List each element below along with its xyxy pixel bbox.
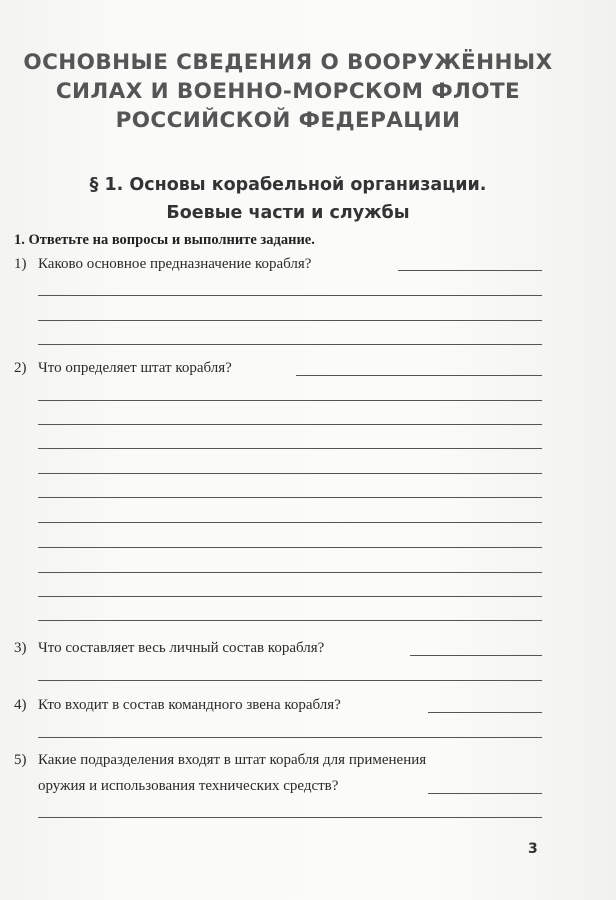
answer-line[interactable]: [38, 344, 542, 345]
question-number: 5): [14, 752, 27, 768]
answer-line[interactable]: [38, 596, 542, 597]
answer-line[interactable]: [38, 522, 542, 523]
answer-line[interactable]: [38, 400, 542, 401]
question-5-continued: [38, 778, 338, 795]
question-number: 3): [14, 640, 27, 656]
answer-line[interactable]: [38, 547, 542, 548]
answer-line[interactable]: [38, 817, 542, 818]
question-text: Каково основное предназначение корабля?: [38, 256, 312, 272]
section-title: [20, 171, 556, 227]
answer-line-inline[interactable]: [398, 270, 542, 271]
answer-line[interactable]: [38, 737, 542, 738]
question-4: [14, 697, 341, 714]
answer-line-inline[interactable]: [296, 375, 542, 376]
answer-line[interactable]: [38, 424, 542, 425]
answer-line[interactable]: [38, 448, 542, 449]
question-number: 2): [14, 360, 27, 376]
answer-line[interactable]: [38, 680, 542, 681]
question-text: оружия и использования технических средств?: [38, 778, 339, 794]
question-text: Что определяет штат корабля?: [38, 360, 232, 376]
question-text: Что составляет весь личный состав корабля?: [38, 640, 325, 656]
question-2: [14, 360, 232, 377]
answer-line-inline[interactable]: [428, 793, 542, 794]
chapter-title: [20, 48, 556, 135]
page-number: 3: [528, 841, 538, 857]
task-title: 1. Ответьте на вопросы и выполните задание.: [14, 232, 315, 248]
answer-line[interactable]: [38, 572, 542, 573]
question-3: [14, 640, 324, 657]
answer-line[interactable]: [38, 320, 542, 321]
question-text: Кто входит в состав командного звена корабля?: [38, 697, 341, 713]
answer-line[interactable]: [38, 497, 542, 498]
answer-line[interactable]: [38, 473, 542, 474]
chapter-title-line-3: РОССИЙСКОЙ ФЕДЕРАЦИИ: [115, 108, 461, 133]
answer-line[interactable]: [38, 295, 542, 296]
section-title-line-2: Боевые части и службы: [166, 203, 410, 223]
question-1: [14, 256, 311, 273]
section-title-line-1: § 1. Основы корабельной организации.: [89, 175, 487, 195]
chapter-title-line-2: СИЛАХ И ВОЕННО-МОРСКОМ ФЛОТЕ: [55, 79, 521, 104]
question-number: 4): [14, 697, 27, 713]
answer-line-inline[interactable]: [428, 712, 542, 713]
question-text: Какие подразделения входят в штат корабля для применения: [38, 752, 427, 768]
chapter-title-line-1: ОСНОВНЫЕ СВЕДЕНИЯ О ВООРУЖЁННЫХ: [23, 50, 553, 75]
question-number: 1): [14, 256, 27, 272]
answer-line[interactable]: [38, 620, 542, 621]
question-5: [14, 752, 426, 769]
answer-line-inline[interactable]: [410, 655, 542, 656]
